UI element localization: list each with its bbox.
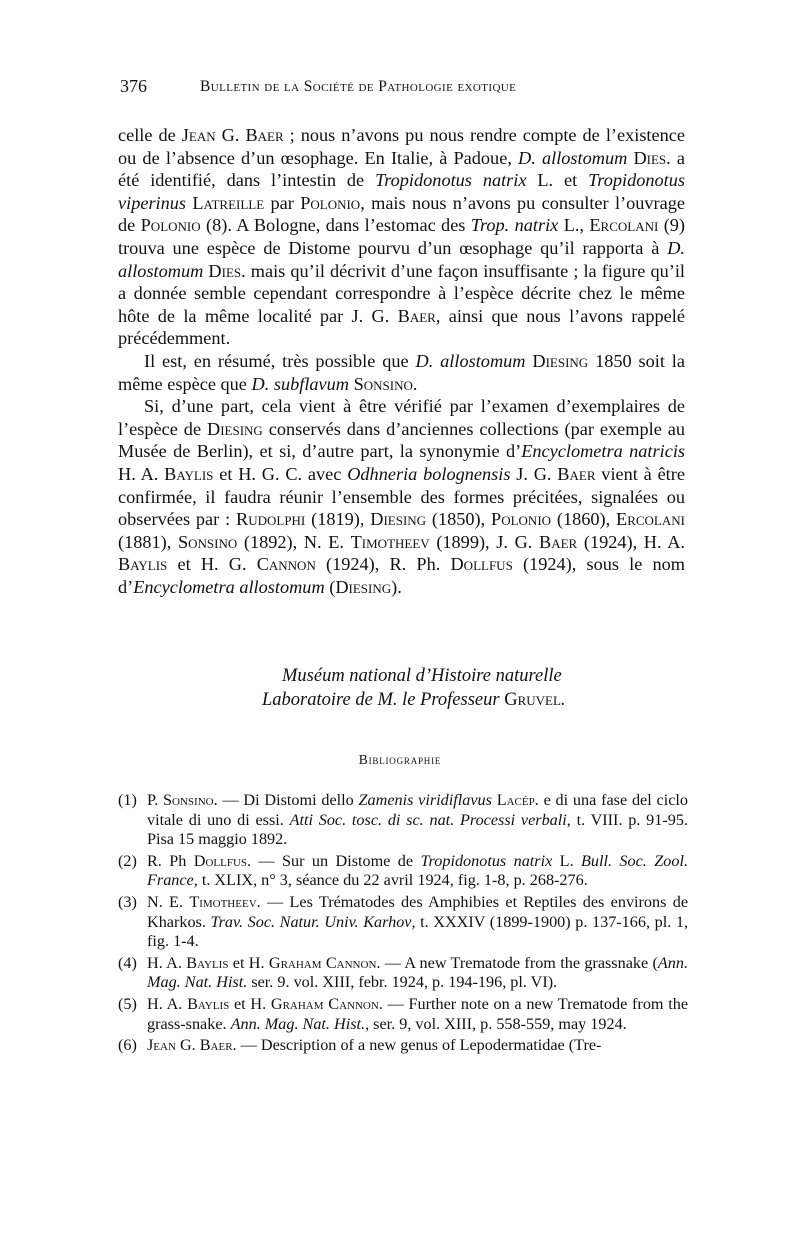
reference-item: (6) Jean G. Baer. — Description of a new genus of Lepodermatidae (Tre- [118,1036,602,1055]
reference-item: (4) H. A. Baylis et H. Graham Cannon. — A new Trematode from the grassnake (Ann. Mag. Nat. Hist. ser. 9. vol. XIII, febr. 1924, p. 194-196, pl. VI). [118,953,689,992]
body-paragraph-1: celle de Jean G. Baer ; nous n’avons pu nous rendre compte de l’existence ou de l’absence d’un œsophage. En Italie, à Padoue, D. allostomum Dies. a été identifié, dans l’intestin de Tropidonotus natrix L. et Tropidonotus viperinus Latreille par Polonio, mais nous n’avons pu consulter l’ouvrage de Polonio (8). A Bologne, dans l’estomac des Trop. natrix L., Ercolani (9) trouva une espèce de Distome pourvu d’un œsophage qu’il rapporta à D. allostomum Dies. mais qu’il décrivit d’une façon insuffisante ; la figure qu’il a donnée semble cependant correspondre à l’espèce décrite chez le même hôte de la même localité par J. G. Baer, ainsi que nous l’avons rappelé précédemment. [118,125,686,349]
reference-item: (2) R. Ph Dollfus. — Sur un Distome de Tropidonotus natrix L. Bull. Soc. Zool. France, t. XLIX, n° 3, séance du 22 avril 1924, fig. 1-8, p. 268-276. [118,851,688,890]
reference-item: (3) N. E. Timotheev. — Les Trématodes des Amphibies et Reptiles des environs de Kharkos. Trav. Soc. Natur. Univ. Karhov, t. XXXIV (1899-1900) p. 137-166, pl. 1, fig. 1-4. [118,892,689,951]
body-paragraph-3: Si, d’une part, cela vient à être vérifié par l’examen d’exemplaires de l’espèce de Diesing conservés dans d’anciennes collections (par exemple au Musée de Berlin), et si, d’autre part, la synonymie d’Encyclometra natricis H. A. Baylis et H. G. C. avec Odhneria bolognensis J. G. Baer vient à être confirmée, il faudra réunir l’ensemble des formes précitées, signalées ou observées par : Rudolphi (1819), Diesing (1850), Polonio (1860), Ercolani (1881), Sonsino (1892), N. E. Timotheev (1899), J. G. Baer (1924), H. A. Baylis et H. G. Cannon (1924), R. Ph. Dollfus (1924), sous le nom d’Encyclometra allostomum (Diesing). [118,396,686,597]
affiliation-line-1: Muséum national d’Histoire naturelle [282,666,562,686]
reference-number: (4) [118,953,137,972]
bibliography-heading: Bibliographie [358,752,442,767]
reference-number: (3) [118,892,137,911]
running-title: Bulletin de la Société de Pathologie exotique [200,78,517,95]
page-number: 376 [120,76,147,96]
reference-number: (6) [118,1036,137,1055]
page-header [120,76,720,102]
affiliation-line-2: Laboratoire de M. le Professeur Gruvel. [262,690,566,710]
body-paragraph-2: Il est, en résumé, très possible que D. allostomum Diesing 1850 soit la même espèce que D. subflavum Sonsino. [118,350,685,394]
bibliography-list [118,791,688,1058]
reference-number: (5) [118,994,137,1013]
reference-number: (2) [118,851,137,870]
reference-item: (1) P. Sonsino. — Di Distomi dello Zamenis viridiflavus Lacép. e di una fase del ciclo vitale di uno di essi. Atti Soc. tosc. di sc. nat. Processi verbali, t. VIII. p. 91-95. Pisa 15 maggio 1892. [118,791,688,849]
reference-item: (5) H. A. Baylis et H. Graham Cannon. — Further note on a new Trematode from the grass-snake. Ann. Mag. Nat. Hist., ser. 9, vol. XIII, p. 558-559, may 1924. [118,994,689,1033]
article-body [118,124,685,598]
reference-number: (1) [118,791,137,809]
author-affiliation [262,664,702,712]
